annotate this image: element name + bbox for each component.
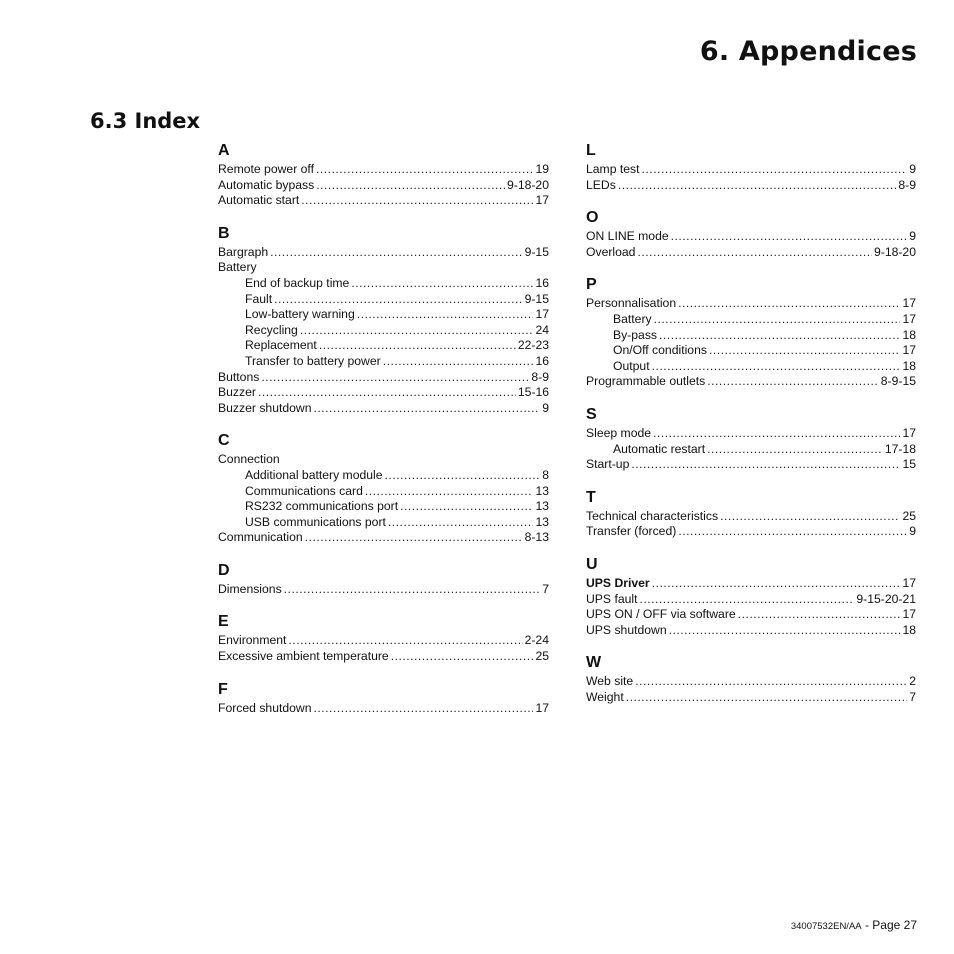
index-pages: 16: [535, 275, 549, 290]
index-entry: [586, 178, 916, 194]
index-group-p: [586, 275, 916, 390]
dot-leader: [319, 338, 516, 354]
index-column-right: [586, 141, 916, 720]
index-pages: 19: [535, 162, 549, 176]
dot-leader: [357, 307, 534, 323]
index-pages: 17: [535, 307, 549, 322]
dot-leader: [738, 607, 901, 623]
index-term: Transfer to battery power: [245, 353, 381, 368]
index-letter: S: [586, 405, 597, 423]
index-entry: [218, 701, 549, 717]
index-pages: 9: [542, 400, 549, 415]
index-entry: [586, 623, 916, 639]
index-pages: 2-24: [524, 633, 549, 648]
index-pages: 8-13: [524, 530, 549, 545]
index-entry: [586, 245, 916, 261]
dot-leader: [669, 623, 901, 639]
index-letter: E: [218, 613, 229, 631]
index-term: Web site: [586, 674, 634, 689]
dot-leader: [678, 524, 907, 540]
index-pages: 24: [535, 322, 549, 337]
index-letter: C: [218, 432, 230, 450]
index-term: USB communications port: [245, 514, 386, 529]
index-entry: [586, 296, 916, 312]
index-term: Transfer (forced): [586, 524, 677, 539]
index-group-d: [218, 561, 549, 598]
index-term: Output: [613, 358, 650, 373]
index-pages: 17: [902, 296, 916, 311]
index-term: Communication: [218, 530, 303, 545]
index-entry: [586, 328, 916, 344]
index-term: RS232 communications port: [245, 499, 399, 514]
index-pages: 18: [902, 622, 916, 637]
index-term: Automatic restart: [613, 441, 706, 456]
index-entry: [218, 307, 549, 323]
index-letter: B: [218, 224, 230, 242]
index-pages: 17: [902, 425, 916, 440]
index-pages: 9-15: [524, 291, 549, 306]
index-entry: [586, 312, 916, 328]
index-entry: [586, 442, 916, 458]
index-term: Personnalisation: [586, 296, 677, 311]
page-footer: [791, 918, 917, 932]
index-group-u: [586, 555, 916, 638]
index-letter: P: [586, 276, 597, 294]
index-entry: [218, 633, 549, 649]
index-entry: [586, 359, 916, 375]
index-entry: [586, 426, 916, 442]
dot-leader: [671, 229, 908, 245]
index-group-w: [586, 653, 916, 705]
index-entry: [218, 338, 549, 354]
dot-leader: [653, 426, 900, 442]
dot-leader: [301, 193, 533, 209]
index-term: Lamp test: [586, 162, 640, 176]
index-pages: 8: [542, 467, 549, 482]
index-term: Forced shutdown: [218, 700, 312, 715]
index-pages: 16: [535, 353, 549, 368]
index-pages: 18: [902, 327, 916, 342]
dot-leader: [654, 312, 901, 328]
index-pages: 13: [535, 483, 549, 498]
dot-leader: [618, 178, 897, 194]
chapter-title: 6. Appendices: [699, 36, 917, 67]
index-group-a: [218, 141, 549, 209]
dot-leader: [261, 370, 529, 386]
dot-leader: [652, 359, 901, 375]
index-pages: 9: [909, 162, 916, 176]
index-group-o: [586, 208, 916, 260]
index-pages: 17: [902, 607, 916, 622]
dot-leader: [720, 509, 900, 525]
dot-leader: [400, 499, 533, 515]
dot-leader: [274, 292, 522, 308]
dot-leader: [365, 484, 534, 500]
dot-leader: [314, 701, 534, 717]
index-pages: 15-16: [517, 385, 549, 400]
index-pages: 25: [902, 508, 916, 523]
index-entry: [218, 370, 549, 386]
index-entry: [218, 260, 549, 276]
index-pages: 17: [535, 193, 549, 208]
index-entry: [218, 354, 549, 370]
dot-leader: [258, 385, 516, 401]
index-entry: [586, 374, 916, 390]
dot-leader: [639, 592, 854, 608]
index-entry: [586, 592, 916, 608]
index-term: Battery: [613, 311, 652, 326]
index-entry: [218, 292, 549, 308]
index-group-t: [586, 488, 916, 540]
index-entry: [218, 245, 549, 261]
index-term: UPS shutdown: [586, 622, 667, 637]
index-pages: 17: [535, 700, 549, 715]
index-column-left: [218, 141, 549, 731]
index-term: Environment: [218, 633, 287, 648]
index-entry: [218, 193, 549, 209]
index-term: Replacement: [245, 338, 317, 353]
index-entry: [218, 582, 549, 598]
index-entry: [218, 468, 549, 484]
dot-leader: [383, 354, 534, 370]
index-pages: 17: [902, 575, 916, 590]
index-pages: 17: [902, 343, 916, 358]
index-letter: W: [586, 654, 602, 672]
dot-leader: [305, 530, 523, 546]
index-entry: [218, 276, 549, 292]
dot-leader: [709, 343, 900, 359]
index-pages: 8-9-15: [880, 374, 916, 389]
index-pages: 22-23: [517, 338, 549, 353]
index-term: Remote power off: [218, 162, 314, 176]
index-pages: 15: [902, 457, 916, 472]
index-term: UPS ON / OFF via software: [586, 607, 736, 622]
index-pages: 9-15: [524, 244, 549, 259]
index-pages: 17: [902, 311, 916, 326]
index-entry: [586, 457, 916, 473]
dot-leader: [385, 468, 541, 484]
index-term: Low-battery warning: [245, 307, 355, 322]
index-term: Bargraph: [218, 244, 269, 259]
index-entry: [586, 162, 916, 178]
index-term: Buttons: [218, 369, 260, 384]
index-letter: T: [586, 488, 596, 506]
index-letter: F: [218, 680, 228, 698]
index-entry: [586, 509, 916, 525]
index-pages: 8-9: [531, 369, 549, 384]
index-entry: [586, 229, 916, 245]
index-term: Buzzer: [218, 385, 256, 400]
index-entry: [218, 499, 549, 515]
dot-leader: [642, 162, 908, 178]
index-entry: [218, 323, 549, 339]
index-term: Overload: [586, 244, 636, 259]
index-group-e: [218, 612, 549, 664]
dot-leader: [351, 276, 533, 292]
index-pages: 2: [909, 674, 916, 689]
index-term: Dimensions: [218, 581, 282, 596]
index-entry: [586, 690, 916, 706]
index-pages: 7: [909, 689, 916, 704]
index-term: ON LINE mode: [586, 229, 669, 244]
dot-leader: [707, 374, 879, 390]
index-term: LEDs: [586, 177, 616, 192]
index-letter: U: [586, 555, 598, 573]
index-pages: 9-18-20: [506, 177, 549, 192]
index-term: Start-up: [586, 457, 630, 472]
index-entry: [586, 524, 916, 540]
index-term: On/Off conditions: [613, 343, 707, 358]
index-entry: [218, 649, 549, 665]
dot-leader: [631, 457, 900, 473]
index-term: Battery: [218, 260, 257, 275]
dot-leader: [388, 515, 534, 531]
dot-leader: [314, 401, 541, 417]
index-term: Automatic start: [218, 193, 300, 208]
index-pages: 9-18-20: [873, 244, 916, 259]
index-term: Weight: [586, 689, 624, 704]
index-term: Excessive ambient temperature: [218, 649, 389, 664]
index-entry: [218, 178, 549, 194]
document-reference: 34007532EN/AA: [790, 921, 862, 932]
index-term: Connection: [218, 452, 280, 467]
index-pages: 17-18: [884, 441, 916, 456]
index-entry: [218, 452, 549, 468]
index-term: UPS Driver: [586, 575, 650, 590]
index-term: UPS fault: [586, 591, 638, 606]
dot-leader: [707, 442, 883, 458]
index-term: Communications card: [245, 483, 363, 498]
index-entry: [218, 385, 549, 401]
index-entry: [586, 674, 916, 690]
index-term: By-pass: [613, 327, 658, 342]
index-letter: D: [218, 561, 230, 579]
index-term: Automatic bypass: [218, 177, 315, 192]
index-entry: [586, 343, 916, 359]
index-pages: 18: [902, 358, 916, 373]
index-entry: [218, 484, 549, 500]
dot-leader: [678, 296, 900, 312]
page-number: - Page 27: [861, 918, 917, 932]
dot-leader: [316, 178, 505, 194]
index-pages: 9: [909, 229, 916, 244]
index-pages: 25: [535, 649, 549, 664]
index-entry: [218, 530, 549, 546]
index-group-c: [218, 431, 549, 546]
dot-leader: [288, 633, 522, 649]
index-group-s: [586, 405, 916, 473]
index-entry: [586, 607, 916, 623]
dot-leader: [270, 245, 522, 261]
dot-leader: [391, 649, 534, 665]
index-pages: 9-15-20-21: [856, 591, 916, 606]
section-title: 6.3 Index: [90, 109, 201, 133]
index-pages: 13: [535, 499, 549, 514]
index-term: Technical characteristics: [586, 508, 719, 523]
index-term: Fault: [245, 291, 273, 306]
index-entry: [218, 515, 549, 531]
index-entry: [218, 162, 549, 178]
index-letter: L: [586, 142, 596, 159]
index-pages: 7: [542, 581, 549, 596]
index-pages: 9: [909, 524, 916, 539]
index-term: Sleep mode: [586, 425, 652, 440]
dot-leader: [300, 323, 534, 339]
index-entry: [218, 401, 549, 417]
index-term: Recycling: [245, 322, 298, 337]
index-term: End of backup time: [245, 275, 350, 290]
index-term: Buzzer shutdown: [218, 400, 312, 415]
index-entry: [586, 576, 916, 592]
index-group-f: [218, 680, 549, 717]
index-term: Programmable outlets: [586, 374, 706, 389]
dot-leader: [637, 245, 872, 261]
index-term: Additional battery module: [245, 467, 383, 482]
index-letter: O: [586, 209, 599, 227]
dot-leader: [626, 690, 908, 706]
index-pages: 13: [535, 514, 549, 529]
dot-leader: [635, 674, 907, 690]
dot-leader: [652, 576, 901, 592]
dot-leader: [316, 162, 533, 178]
index-letter: A: [218, 142, 230, 159]
dot-leader: [284, 582, 541, 598]
index-group-b: [218, 224, 549, 417]
index-group-l: [586, 141, 916, 193]
dot-leader: [659, 328, 900, 344]
index-pages: 8-9: [898, 177, 916, 192]
